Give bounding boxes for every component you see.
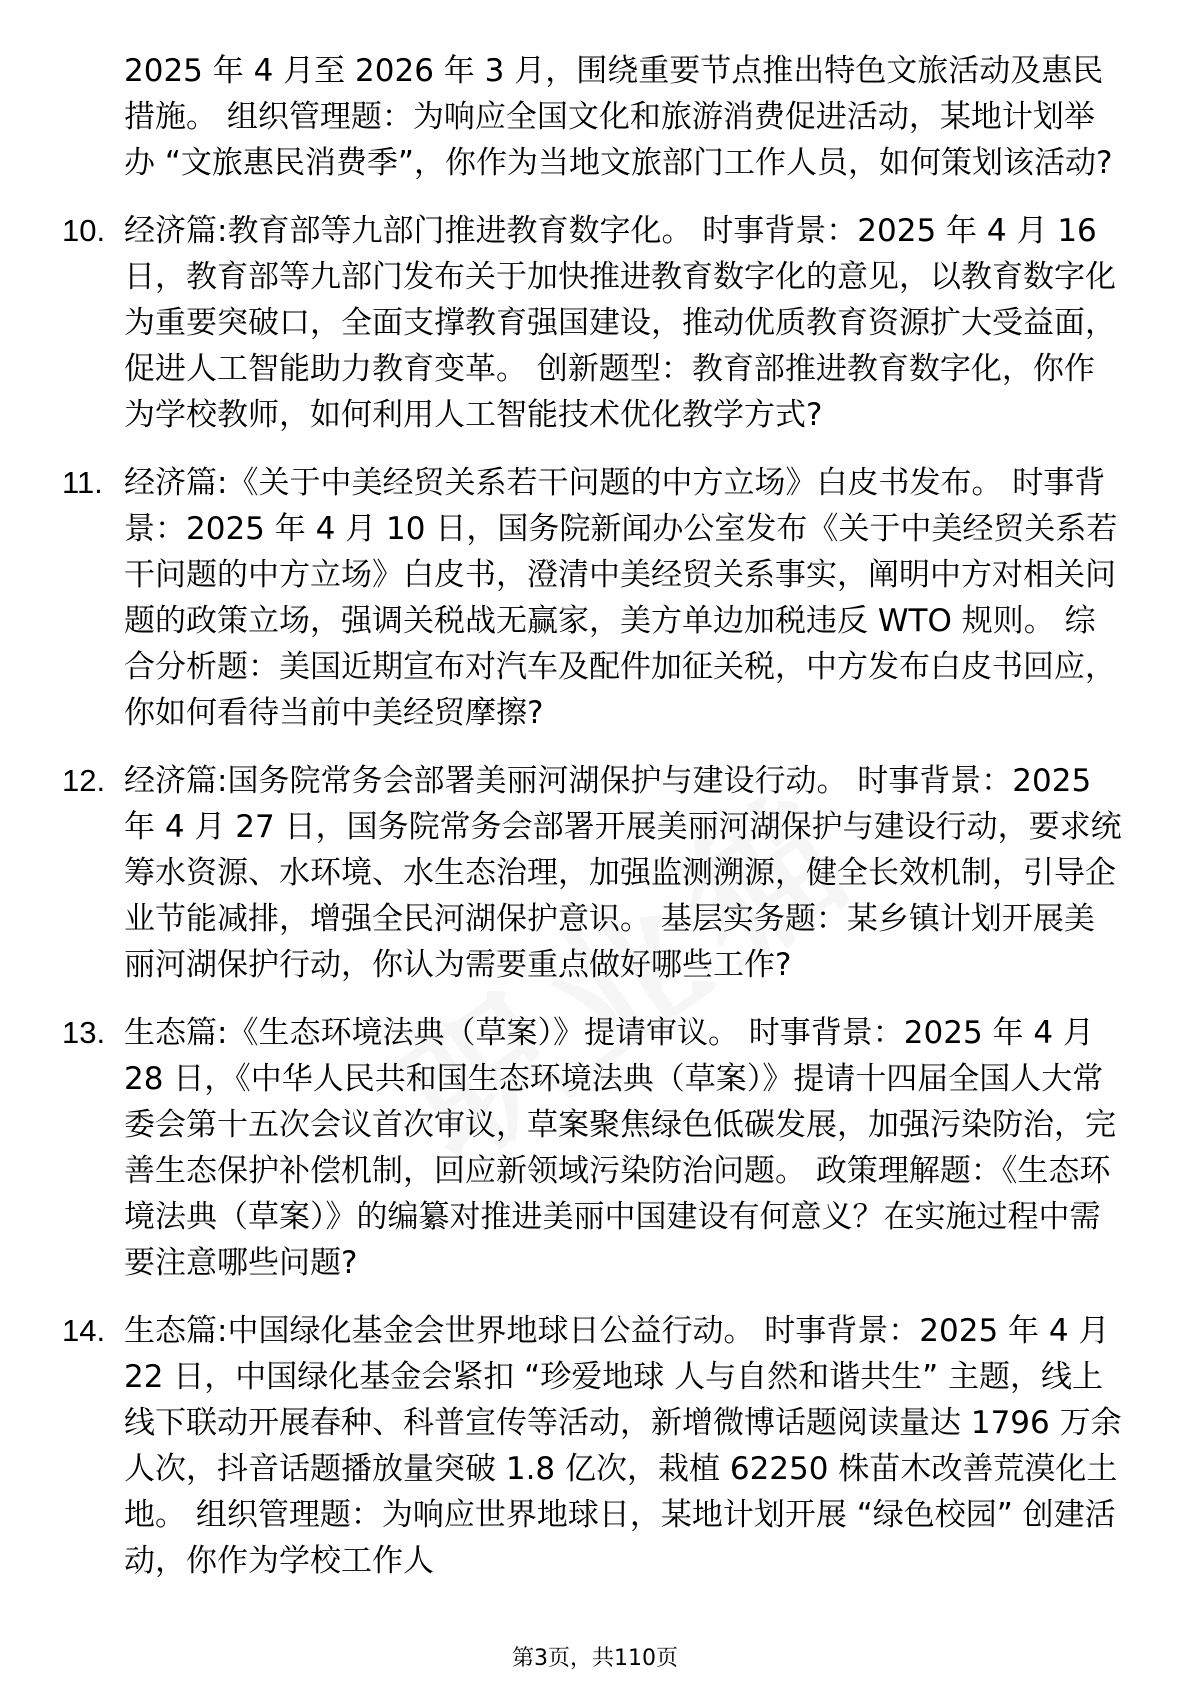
- list-item: [62, 1308, 1124, 1584]
- list-item-text: 生态篇:《生态环境法典（草案）》提请审议。 时事背景：2025 年 4 月 28 日，《中华人民共和国生态环境法典（草案）》提请十四届全国人大常委会第十五次会议首次审议，草案聚焦绿色低碳发展，加强污染防治，完善生态保护补偿机制，回应新领域污染防治问题。 政策理解题：《生态环境法典（草案）》的编纂对推进美丽中国建设有何意义？在实施过程中需要注意哪些问题?: [124, 1015, 1116, 1281]
- list-item-number: 11.: [62, 465, 103, 500]
- intro-paragraph: 2025 年 4 月至 2026 年 3 月，围绕重要节点推出特色文旅活动及惠民措施。 组织管理题：为响应全国文化和旅游消费促进活动，某地计划举办 “文旅惠民消费季”，你作为当地文旅部门工作人员，如何策划该活动?: [124, 53, 1113, 181]
- list-item-text: 经济篇:国务院常务会部署美丽河湖保护与建设行动。 时事背景：2025 年 4 月 27 日，国务院常务会部署开展美丽河湖保护与建设行动，要求统筹水资源、水环境、水生态治理，加强监测溯源，健全长效机制，引导企业节能减排，增强全民河湖保护意识。 基层实务题：某乡镇计划开展美丽河湖保护行动，你认为需要重点做好哪些工作?: [124, 763, 1122, 983]
- list-item-number: 12.: [62, 763, 106, 798]
- list-item: [62, 1010, 1124, 1286]
- list-item: [62, 208, 1124, 438]
- list-item-number: 14.: [62, 1313, 106, 1348]
- content-area: [62, 48, 1124, 1606]
- list-item: [62, 758, 1124, 988]
- list-item-text: 经济篇:《关于中美经贸关系若干问题的中方立场》白皮书发布。 时事背景：2025 年 4 月 10 日，国务院新闻办公室发布《关于中美经贸关系若干问题的中方立场》白皮书，澄清中美经贸关系事实，阐明中方对相关问题的政策立场，强调关税战无赢家，美方单边加税违反 WTO 规则。 综合分析题：美国近期宣布对汽车及配件加征关税，中方发布白皮书回应，你如何看待当前中美经贸摩擦?: [124, 465, 1118, 731]
- list-item: [62, 460, 1124, 736]
- list-item-text: 生态篇:中国绿化基金会世界地球日公益行动。 时事背景：2025 年 4 月 22 日，中国绿化基金会紧扣 “珍爱地球 人与自然和谐共生” 主题，线上线下联动开展春种、科普宣传等活动，新增微博话题阅读量达 1796 万余人次，抖音话题播放量突破 1.8 亿次，栽植 62250 株苗木改善荒漠化土地。 组织管理题：为响应世界地球日，某地计划开展 “绿色校园” 创建活动，你作为学校工作人: [124, 1313, 1122, 1579]
- page-footer: 第3页，共110页: [512, 1646, 678, 1671]
- list-item-text: 经济篇:教育部等九部门推进教育数字化。 时事背景：2025 年 4 月 16 日，教育部等九部门发布关于加快推进教育数字化的意见，以教育数字化为重要突破口，全面支撑教育强国建设，推动优质教育资源扩大受益面，促进人工智能助力教育变革。 创新题型：教育部推进教育数字化，你作为学校教师，如何利用人工智能技术优化教学方式?: [124, 213, 1116, 433]
- list-item-number: 10.: [62, 213, 106, 248]
- list-item-number: 13.: [62, 1015, 106, 1050]
